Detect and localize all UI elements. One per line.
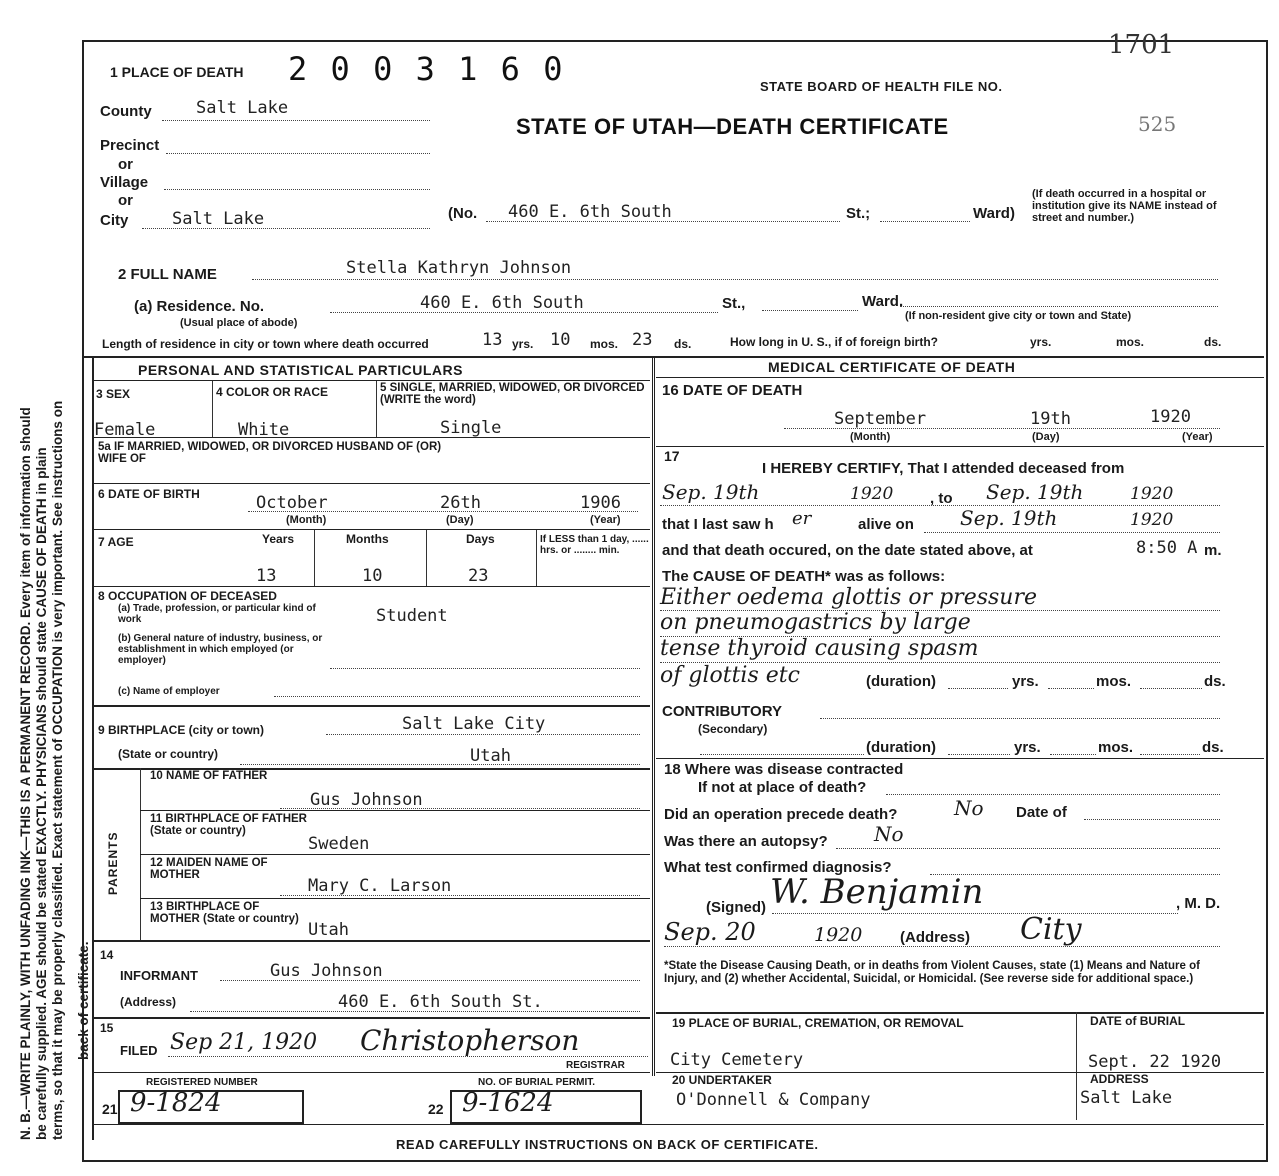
or-label-1: or [118,156,133,173]
registered-number-value: 9-1824 [130,1088,222,1118]
registrar-signature: Christopherson [360,1024,580,1057]
test-label: What test confirmed diagnosis? [664,859,892,876]
alive-on-label: alive on [858,516,914,533]
physician-address-label: (Address) [900,929,971,946]
city-value: Salt Lake [172,209,265,229]
duration-ds-label-1: ds. [1204,673,1226,690]
residence-sub: (Usual place of abode) [180,317,298,329]
length-yrs: 13 [482,330,503,350]
cause-footnote: *State the Disease Causing Death, or in deaths from Violent Causes, state (1) Means and Nature of Injury, and (2) whether Accidental, Suicidal, or Homicidal. (See reverse side for additional space.) [664,960,1200,985]
county-label: County [100,103,152,120]
not-at-place-label: If not at place of death? [698,779,867,796]
filed-no: 15 [100,1021,114,1035]
item-18-label: 18 Where was disease contracted [664,761,904,778]
death-occured-label: and that death occured, on the date stated above, at [662,542,1033,559]
cause-label: The CAUSE OF DEATH* was as follows: [662,568,946,585]
occupation-b-label: (b) General nature of industry, business, or establishment in which employed (or employer) [118,633,323,666]
father-name-label: 10 NAME OF FATHER [150,770,268,782]
father-name-value: Gus Johnson [310,790,423,810]
length-ds: 23 [632,330,653,350]
cause-line-2: on pneumogastrics by large [660,610,971,635]
village-label: Village [100,174,149,191]
burial-no-prefix: 22 [428,1101,444,1117]
dob-day-value: 26th [440,493,481,513]
margin-line-2: be carefully supplied. AGE should be stated EXACTLY. PHYSICIANS should state CAUSE OF DEATH in plain [34,447,49,1140]
duration-yrs-label-1: yrs. [1012,673,1039,690]
duration-yrs-label-2: yrs. [1014,739,1041,756]
registrar-label: REGISTRAR [566,1060,625,1071]
residence-label: (a) Residence. No. [134,298,265,315]
full-name-value: Stella Kathryn Johnson [346,258,572,278]
length-mos: 10 [550,330,571,350]
dob-year-label: (Year) [590,514,621,526]
contributory-label: CONTRIBUTORY [662,703,782,720]
item-17: 17 [664,448,680,464]
foreign-label: How long in U. S., if of foreign birth? [730,335,938,349]
signed-label: (Signed) [706,899,766,916]
corner-number: 1701 [1108,30,1175,60]
informant-no: 14 [100,948,114,962]
last-saw-label: that I last saw h [662,516,774,533]
marital-label: 5 SINGLE, MARRIED, WIDOWED, OR DIVORCED (WRITE the word) [380,382,645,406]
dob-label: 6 DATE OF BIRTH [98,487,200,501]
side-mark: 525 [1138,112,1177,136]
certify-text: I HEREBY CERTIFY, That I attended deceased from [762,460,1125,477]
county-value: Salt Lake [196,98,289,118]
father-birthplace-label: 11 BIRTHPLACE OF FATHER (State or country) [150,813,307,837]
registered-no-prefix: 21 [102,1101,118,1117]
duration-mos-label-1: mos. [1096,673,1132,690]
autopsy-label: Was there an autopsy? [664,833,828,850]
birthplace-city-value: Salt Lake City [402,714,546,734]
undertaker-address-label: ADDRESS [1090,1072,1149,1086]
spouse-label: 5a IF MARRIED, WIDOWED, OR DIVORCED HUSBAND OF (OR) WIFE OF [98,441,442,465]
birthplace-state-value: Utah [470,746,511,766]
operation-date-label: Date of [1016,804,1067,821]
dob-day-label: (Day) [446,514,474,526]
mother-birthplace-label: 13 BIRTHPLACE OF MOTHER (State or country) [150,901,299,925]
father-birthplace-value: Sweden [308,834,370,854]
secondary-label: (Secondary) [698,722,768,736]
duration-ds-label-2: ds. [1202,739,1224,756]
to-label: , to [930,490,953,507]
death-month-value: September [834,409,927,429]
mother-name-value: Mary C. Larson [308,876,452,896]
residence-ward-label: Ward. [862,293,904,310]
burial-permit-label: NO. OF BURIAL PERMIT. [478,1077,596,1088]
hospital-note: (If death occurred in a hospital or institution give its NAME instead of street and number.) [1032,188,1217,224]
cause-line-3: tense thyroid causing spasm [660,636,979,661]
filed-date-value: Sep 21, 1920 [170,1030,318,1055]
st-label: St.; [846,205,871,222]
sex-value: Female [94,420,156,440]
death-month-label: (Month) [850,431,891,443]
md-label: , M. D. [1176,895,1221,912]
occupation-label: 8 OCCUPATION OF DECEASED [98,589,277,603]
birthplace-state-label: (State or country) [118,747,219,761]
death-time-value: 8:50 A [1136,538,1198,558]
margin-instructions [16,40,91,1150]
death-date-label: 16 DATE OF DEATH [662,382,803,399]
undertaker-label: 20 UNDERTAKER [672,1073,772,1087]
filed-label: FILED [120,1043,158,1058]
length-yrs-label: yrs. [512,337,534,351]
age-days-label: Days [466,532,495,546]
operation-label: Did an operation precede death? [664,806,898,823]
color-value: White [238,420,290,440]
personal-header: PERSONAL AND STATISTICAL PARTICULARS [138,362,463,378]
precinct-label: Precinct [100,137,160,154]
or-label-2: or [118,192,133,209]
burial-permit-value: 9-1624 [462,1088,554,1118]
undertaker-value: O'Donnell & Company [676,1090,871,1110]
ward-label: Ward) [973,205,1015,222]
parents-label: PARENTS [106,831,120,895]
age-years-label: Years [262,532,295,546]
mother-birthplace-value: Utah [308,920,349,940]
registered-number-label: REGISTERED NUMBER [146,1077,258,1088]
marital-value: Single [440,418,502,438]
attend-from-year: 1920 [850,484,894,504]
age-months-value: 10 [362,566,383,586]
duration-label-2: (duration) [866,739,936,756]
signed-date-value: Sep. 20 [664,918,756,946]
last-seen-value: Sep. 19th [960,506,1058,530]
cause-line-1: Either oedema glottis or pressure [660,585,1037,610]
m-label: m. [1204,542,1222,559]
death-day-value: 19th [1030,409,1071,429]
file-no-label: STATE BOARD OF HEALTH FILE NO. [760,79,1003,94]
attend-to-year: 1920 [1130,484,1174,504]
death-address-value: 460 E. 6th South [508,202,672,222]
death-day-label: (Day) [1032,431,1060,443]
nonresident-note: (If non-resident give city or town and State) [905,310,1132,322]
margin-line-4: back of certificate. [76,941,91,1060]
death-year-label: (Year) [1182,431,1213,443]
last-seen-year: 1920 [1130,510,1174,530]
burial-place-value: City Cemetery [670,1050,804,1070]
cause-line-4: of glottis etc [660,663,800,688]
burial-date-label: DATE of BURIAL [1090,1014,1186,1028]
foreign-yrs-label: yrs. [1030,335,1052,349]
death-year-value: 1920 [1150,407,1191,427]
certificate-stamp-number: 2 0 0 3 1 6 0 [288,50,565,88]
margin-line-1: N. B.—WRITE PLAINLY, WITH UNFADING INK—THIS IS A PERMANENT RECORD. Every item of information should [18,407,33,1140]
foreign-mos-label: mos. [1116,335,1145,349]
margin-line-3: terms, so that it may be properly classified. Exact statement of OCCUPATION is very important. See instructions on [50,400,65,1140]
dob-year-value: 1906 [580,493,621,513]
birthplace-label: 9 BIRTHPLACE (city or town) [98,723,265,737]
occupation-c-label: (c) Name of employer [118,686,220,697]
age-months-label: Months [346,532,389,546]
footer-instructions: READ CAREFULLY INSTRUCTIONS ON BACK OF CERTIFICATE. [396,1137,819,1152]
autopsy-value: No [874,822,904,846]
length-residence-label: Length of residence in city or town where death occurred [102,337,429,351]
place-of-death-label: 1 PLACE OF DEATH [110,64,244,80]
physician-signature: W. Benjamin [770,872,984,912]
length-mos-label: mos. [590,337,619,351]
residence-value: 460 E. 6th South [420,293,584,313]
age-days-value: 23 [468,566,489,586]
full-name-label: 2 FULL NAME [118,266,217,283]
occupation-a-label: (a) Trade, profession, or particular kind of work [118,603,316,625]
age-years-value: 13 [256,566,277,586]
burial-date-value: Sept. 22 1920 [1088,1052,1222,1072]
age-label: 7 AGE [98,535,134,549]
her-value: er [792,508,812,529]
city-label: City [100,212,129,229]
attend-to-value: Sep. 19th [986,480,1084,504]
attend-from-value: Sep. 19th [662,480,760,504]
age-less-label: If LESS than 1 day, ...... hrs. or ........ min. [540,534,649,556]
color-label: 4 COLOR OR RACE [216,385,329,399]
duration-label-1: (duration) [866,673,936,690]
burial-place-label: 19 PLACE OF BURIAL, CREMATION, OR REMOVAL [672,1016,964,1030]
informant-label: INFORMANT [120,968,198,983]
medical-header: MEDICAL CERTIFICATE OF DEATH [768,359,1016,375]
signed-year-value: 1920 [814,924,863,946]
sex-label: 3 SEX [96,387,131,401]
page-title: STATE OF UTAH—DEATH CERTIFICATE [516,114,949,139]
length-ds-label: ds. [674,337,692,351]
informant-address-label: (Address) [120,995,177,1009]
operation-value: No [954,796,984,820]
informant-address-value: 460 E. 6th South St. [338,992,543,1012]
duration-mos-label-2: mos. [1098,739,1134,756]
dob-month-value: October [256,493,328,513]
occupation-value: Student [376,606,448,626]
mother-name-label: 12 MAIDEN NAME OF MOTHER [150,857,268,881]
undertaker-address-value: Salt Lake [1080,1088,1173,1108]
informant-value: Gus Johnson [270,961,383,981]
no-label: (No. [448,205,478,222]
dob-month-label: (Month) [286,514,327,526]
residence-st-label: St., [722,295,746,312]
foreign-ds-label: ds. [1204,335,1222,349]
physician-address-value: City [1020,912,1082,947]
